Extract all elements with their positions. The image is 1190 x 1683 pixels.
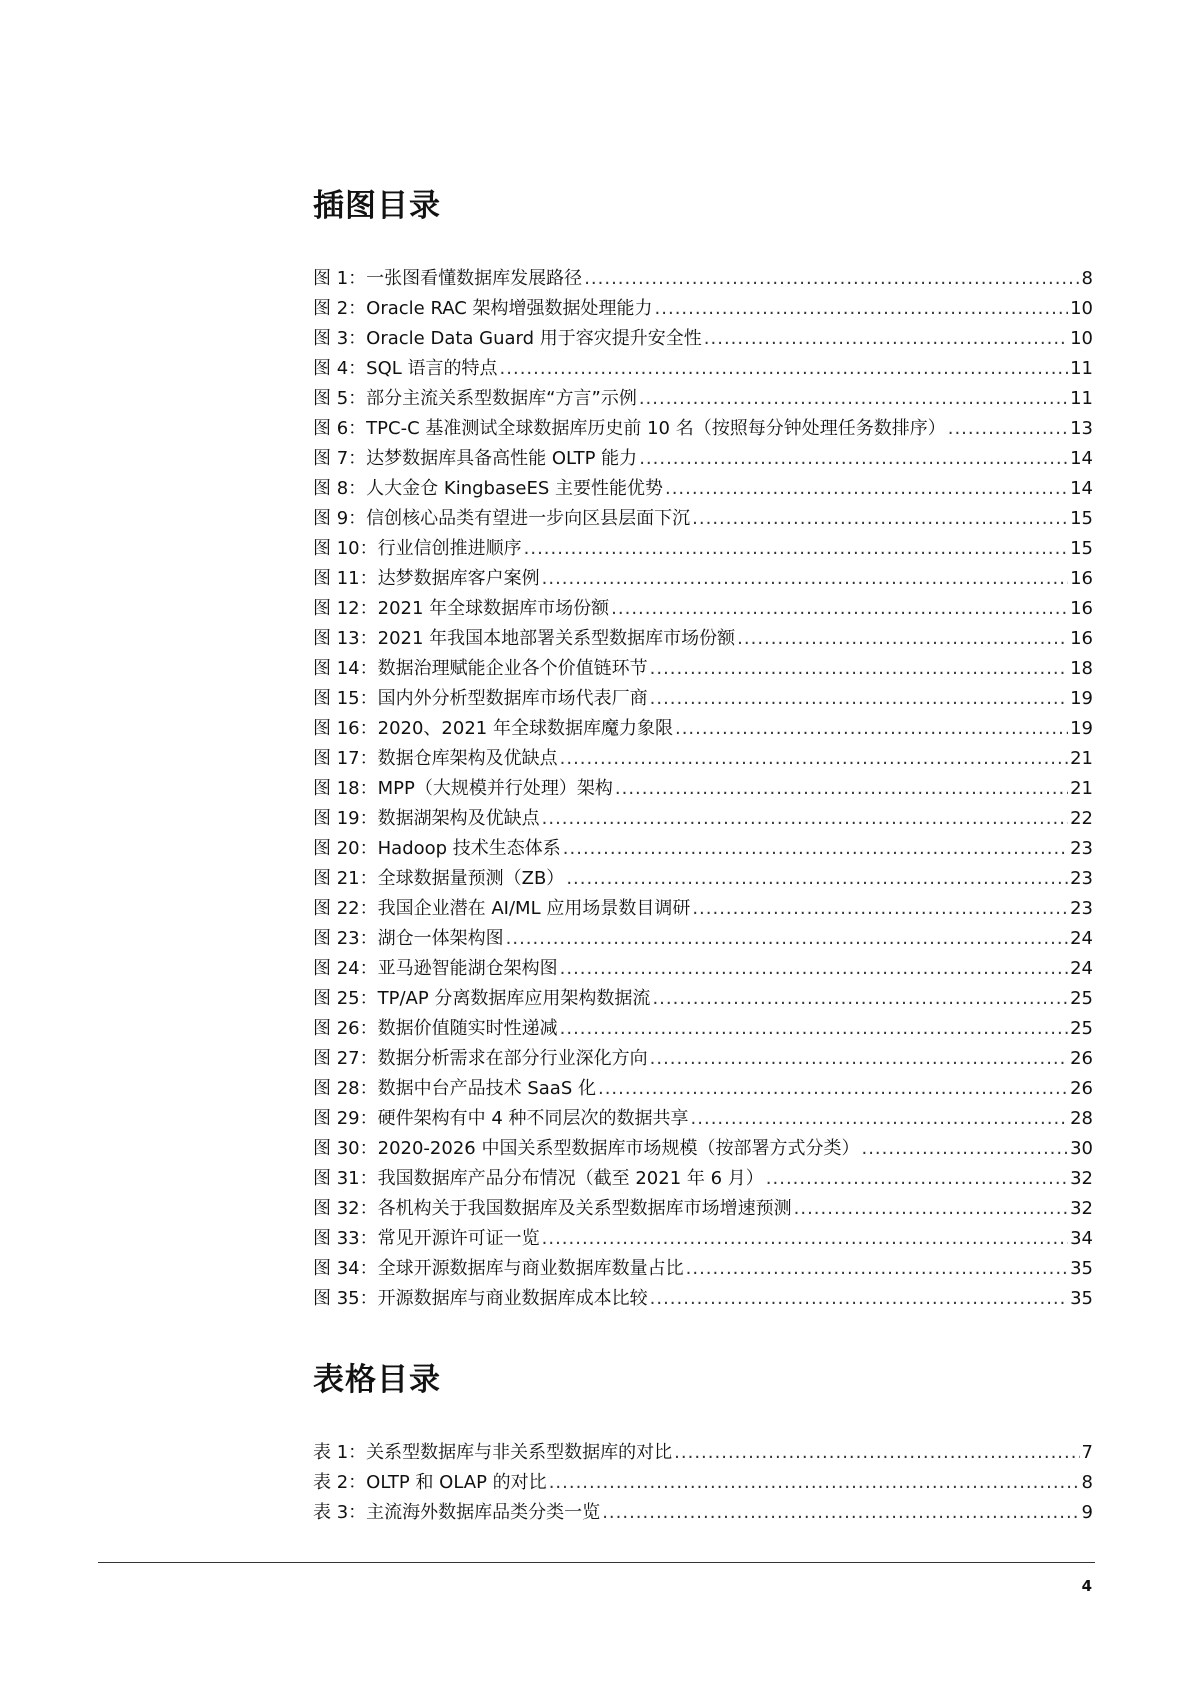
table-entry-page: 7: [1081, 1442, 1093, 1463]
figure-entry[interactable]: [313, 1104, 1093, 1134]
figure-entry-page: 16: [1070, 598, 1093, 619]
figure-entry[interactable]: [313, 1164, 1093, 1194]
figure-entry-page: 11: [1070, 358, 1093, 379]
dot-leader: [652, 984, 1068, 1014]
figure-entry[interactable]: [313, 354, 1093, 384]
dot-leader: [691, 1104, 1069, 1134]
figure-entry-page: 26: [1070, 1048, 1093, 1069]
figure-entry-label: 图 22：我国企业潜在 AI/ML 应用场景数目调研: [313, 898, 691, 919]
dot-leader: [766, 1164, 1068, 1194]
figure-entry[interactable]: [313, 1194, 1093, 1224]
figure-entry-page: 34: [1070, 1228, 1093, 1249]
figure-entry-label: 图 14：数据治理赋能企业各个价值链环节: [313, 658, 648, 679]
figure-entry-page: 14: [1070, 448, 1093, 469]
dot-leader: [542, 1224, 1068, 1254]
figure-entry-page: 15: [1070, 508, 1093, 529]
figure-entry-page: 21: [1070, 748, 1093, 769]
dot-leader: [560, 954, 1068, 984]
figure-entry[interactable]: [313, 1134, 1093, 1164]
tables-toc-list: [313, 1438, 1093, 1528]
figure-entry[interactable]: [313, 414, 1093, 444]
dot-leader: [650, 654, 1068, 684]
figure-entry-page: 21: [1070, 778, 1093, 799]
figure-entry-page: 10: [1070, 298, 1093, 319]
dot-leader: [704, 324, 1068, 354]
footer-divider: [98, 1562, 1095, 1563]
figure-entry[interactable]: [313, 1014, 1093, 1044]
dot-leader: [500, 354, 1069, 384]
figure-entry-page: 24: [1070, 928, 1093, 949]
figure-entry-label: 图 1：一张图看懂数据库发展路径: [313, 268, 583, 289]
figure-entry-label: 图 27：数据分析需求在部分行业深化方向: [313, 1048, 648, 1069]
figure-entry-label: 图 8：人大金仓 KingbaseES 主要性能优势: [313, 478, 663, 499]
figure-entry-page: 13: [1070, 418, 1093, 439]
figure-entry-label: 图 3：Oracle Data Guard 用于容灾提升安全性: [313, 328, 702, 349]
dot-leader: [665, 474, 1068, 504]
figure-entry[interactable]: [313, 894, 1093, 924]
dot-leader: [560, 744, 1068, 774]
figure-entry-page: 30: [1070, 1138, 1093, 1159]
figure-entry[interactable]: [313, 624, 1093, 654]
figure-entry-label: 图 20：Hadoop 技术生态体系: [313, 838, 561, 859]
figure-entry-page: 35: [1070, 1288, 1093, 1309]
figure-entry-page: 23: [1070, 838, 1093, 859]
figure-entry[interactable]: [313, 774, 1093, 804]
figure-entry-label: 图 10：行业信创推进顺序: [313, 538, 522, 559]
figure-entry[interactable]: [313, 1284, 1093, 1314]
figure-entry-label: 图 26：数据价值随实时性递减: [313, 1018, 558, 1039]
dot-leader: [861, 1134, 1068, 1164]
figure-entry-page: 10: [1070, 328, 1093, 349]
dot-leader: [506, 924, 1068, 954]
figure-entry-page: 11: [1070, 388, 1093, 409]
figure-entry-label: 图 19：数据湖架构及优缺点: [313, 808, 540, 829]
table-entry-page: 9: [1081, 1502, 1093, 1523]
dot-leader: [692, 504, 1068, 534]
dot-leader: [542, 564, 1068, 594]
figure-entry-page: 23: [1070, 868, 1093, 889]
table-entry-label: 表 1：关系型数据库与非关系型数据库的对比: [313, 1442, 673, 1463]
figure-entry-label: 图 17：数据仓库架构及优缺点: [313, 748, 558, 769]
dot-leader: [650, 1044, 1068, 1074]
dot-leader: [655, 294, 1069, 324]
figure-entry-label: 图 6：TPC-C 基准测试全球数据库历史前 10 名（按照每分钟处理任务数排序）: [313, 418, 946, 439]
figure-entry[interactable]: [313, 744, 1093, 774]
table-entry[interactable]: [313, 1438, 1093, 1468]
figure-entry-page: 28: [1070, 1108, 1093, 1129]
figure-entry[interactable]: [313, 294, 1093, 324]
figure-entry-label: 图 32：各机构关于我国数据库及关系型数据库市场增速预测: [313, 1198, 792, 1219]
dot-leader: [549, 1468, 1080, 1498]
figure-entry[interactable]: [313, 984, 1093, 1014]
figure-entry-label: 图 5：部分主流关系型数据库“方言”示例: [313, 388, 637, 409]
figure-entry[interactable]: [313, 864, 1093, 894]
figure-entry[interactable]: [313, 834, 1093, 864]
figure-entry-page: 26: [1070, 1078, 1093, 1099]
figure-entry-label: 图 7：达梦数据库具备高性能 OLTP 能力: [313, 448, 638, 469]
dot-leader: [524, 534, 1068, 564]
dot-leader: [584, 264, 1079, 294]
figure-entry[interactable]: [313, 384, 1093, 414]
dot-leader: [542, 804, 1068, 834]
dot-leader: [639, 444, 1068, 474]
tables-section-title: 表格目录: [313, 1362, 441, 1398]
dot-leader: [598, 1074, 1068, 1104]
figure-entry-page: 18: [1070, 658, 1093, 679]
figure-entry[interactable]: [313, 564, 1093, 594]
figure-entry-label: 图 30：2020-2026 中国关系型数据库市场规模（按部署方式分类）: [313, 1138, 860, 1159]
dot-leader: [650, 684, 1068, 714]
figure-entry[interactable]: [313, 654, 1093, 684]
figure-entry-page: 16: [1070, 628, 1093, 649]
figure-entry-label: 图 34：全球开源数据库与商业数据库数量占比: [313, 1258, 684, 1279]
figure-entry[interactable]: [313, 924, 1093, 954]
figure-entry-label: 图 13：2021 年我国本地部署关系型数据库市场份额: [313, 628, 736, 649]
table-entry[interactable]: [313, 1498, 1093, 1528]
dot-leader: [674, 1438, 1079, 1468]
figure-entry-label: 图 16：2020、2021 年全球数据库魔力象限: [313, 718, 673, 739]
figure-entry[interactable]: [313, 1044, 1093, 1074]
figure-entry-label: 图 31：我国数据库产品分布情况（截至 2021 年 6 月）: [313, 1168, 764, 1189]
figure-entry[interactable]: [313, 714, 1093, 744]
figure-entry-page: 23: [1070, 898, 1093, 919]
table-entry[interactable]: [313, 1468, 1093, 1498]
figure-entry-label: 图 28：数据中台产品技术 SaaS 化: [313, 1078, 596, 1099]
dot-leader: [794, 1194, 1068, 1224]
page-number: 4: [1081, 1577, 1092, 1595]
figure-entry-page: 25: [1070, 988, 1093, 1009]
dot-leader: [639, 384, 1068, 414]
figure-entry-page: 19: [1070, 718, 1093, 739]
figure-entry[interactable]: [313, 504, 1093, 534]
figure-entry[interactable]: [313, 594, 1093, 624]
dot-leader: [563, 834, 1068, 864]
figure-entry-label: 图 33：常见开源许可证一览: [313, 1228, 540, 1249]
figure-entry[interactable]: [313, 684, 1093, 714]
figure-entry-page: 32: [1070, 1198, 1093, 1219]
dot-leader: [615, 774, 1068, 804]
dot-leader: [686, 1254, 1068, 1284]
figure-entry-label: 图 4：SQL 语言的特点: [313, 358, 498, 379]
figure-entry-page: 25: [1070, 1018, 1093, 1039]
figure-entry-page: 32: [1070, 1168, 1093, 1189]
figure-entry-label: 图 9：信创核心品类有望进一步向区县层面下沉: [313, 508, 691, 529]
figure-entry-label: 图 11：达梦数据库客户案例: [313, 568, 540, 589]
table-entry-label: 表 2：OLTP 和 OLAP 的对比: [313, 1472, 547, 1493]
figure-entry-label: 图 2：Oracle RAC 架构增强数据处理能力: [313, 298, 653, 319]
figure-entry-page: 16: [1070, 568, 1093, 589]
figures-toc-list: [313, 264, 1093, 1314]
figure-entry-label: 图 18：MPP（大规模并行处理）架构: [313, 778, 613, 799]
figure-entry-page: 22: [1070, 808, 1093, 829]
table-entry-label: 表 3：主流海外数据库品类分类一览: [313, 1502, 601, 1523]
figure-entry-page: 35: [1070, 1258, 1093, 1279]
figure-entry-label: 图 25：TP/AP 分离数据库应用架构数据流: [313, 988, 651, 1009]
figure-entry-label: 图 12：2021 年全球数据库市场份额: [313, 598, 610, 619]
dot-leader: [737, 624, 1068, 654]
dot-leader: [560, 1014, 1068, 1044]
figure-entry-page: 8: [1081, 268, 1093, 289]
dot-leader: [675, 714, 1068, 744]
figure-entry-page: 24: [1070, 958, 1093, 979]
figure-entry-label: 图 35：开源数据库与商业数据库成本比较: [313, 1288, 648, 1309]
figure-entry[interactable]: [313, 1074, 1093, 1104]
figure-entry[interactable]: [313, 264, 1093, 294]
figure-entry-label: 图 23：湖仓一体架构图: [313, 928, 504, 949]
figure-entry-page: 15: [1070, 538, 1093, 559]
dot-leader: [948, 414, 1068, 444]
figure-entry[interactable]: [313, 474, 1093, 504]
dot-leader: [602, 1498, 1079, 1528]
figure-entry[interactable]: [313, 324, 1093, 354]
figure-entry[interactable]: [313, 954, 1093, 984]
figures-section-title: 插图目录: [313, 188, 441, 224]
figure-entry[interactable]: [313, 534, 1093, 564]
figure-entry-label: 图 24：亚马逊智能湖仓架构图: [313, 958, 558, 979]
figure-entry[interactable]: [313, 804, 1093, 834]
dot-leader: [566, 864, 1068, 894]
figure-entry-label: 图 15：国内外分析型数据库市场代表厂商: [313, 688, 648, 709]
table-entry-page: 8: [1081, 1472, 1093, 1493]
figure-entry-page: 14: [1070, 478, 1093, 499]
figure-entry[interactable]: [313, 444, 1093, 474]
dot-leader: [650, 1284, 1068, 1314]
dot-leader: [611, 594, 1068, 624]
figure-entry-label: 图 29：硬件架构有中 4 种不同层次的数据共享: [313, 1108, 689, 1129]
figure-entry[interactable]: [313, 1224, 1093, 1254]
dot-leader: [692, 894, 1068, 924]
figure-entry-label: 图 21：全球数据量预测（ZB）: [313, 868, 565, 889]
figure-entry-page: 19: [1070, 688, 1093, 709]
figure-entry[interactable]: [313, 1254, 1093, 1284]
